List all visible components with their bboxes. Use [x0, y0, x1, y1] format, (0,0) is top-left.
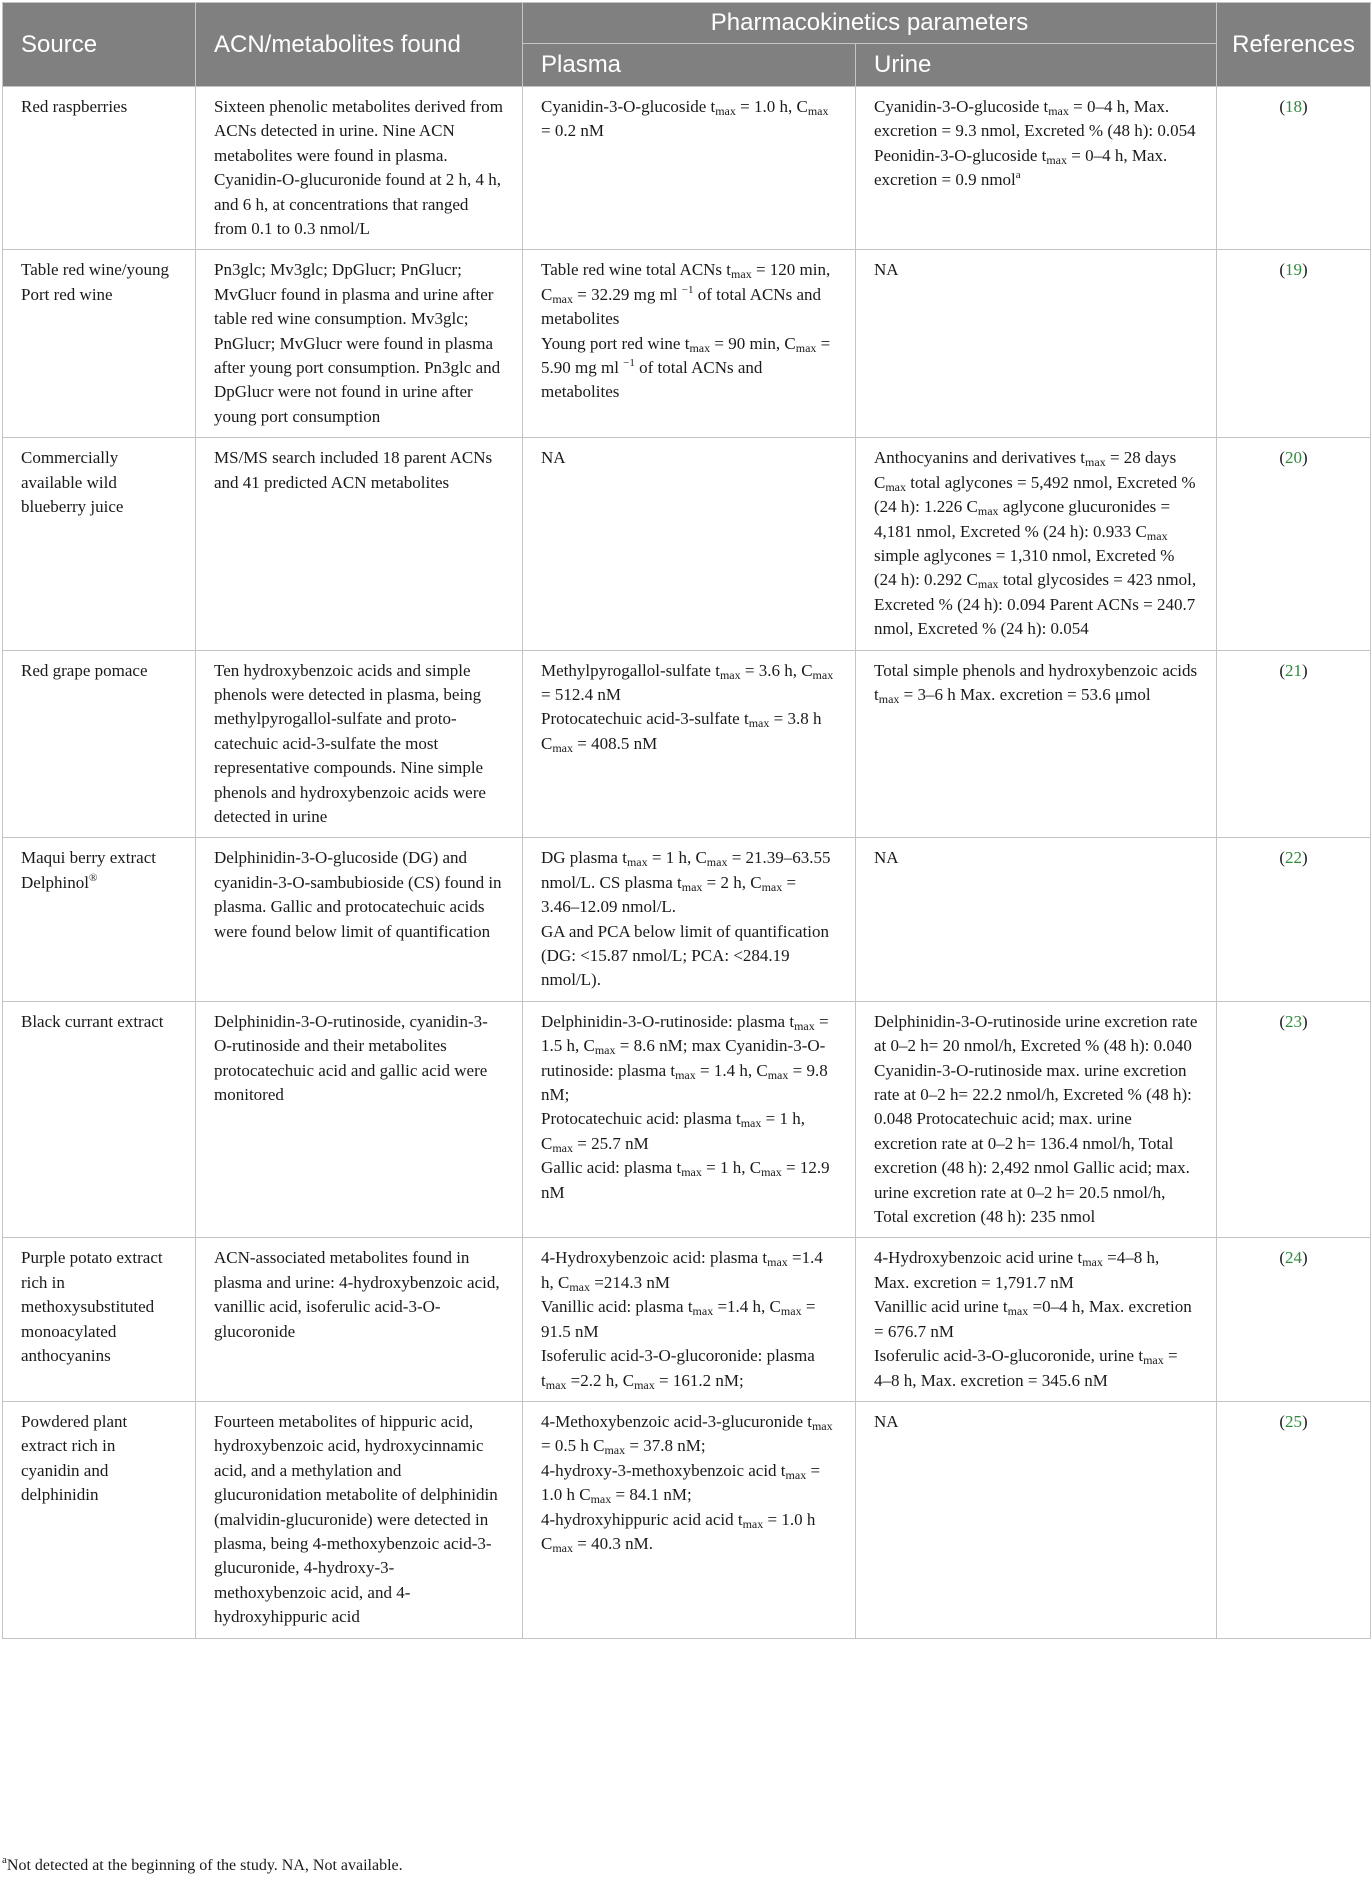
metabolites-cell: Fourteen metabolites of hippuric acid, hydroxybenzoic acid, hydroxycinnamic acid, and a methylation and glucuronidation metabolite of delphinidin (malvidin-glucuronide) were detected in plasma, being 4-methoxybenzoic acid-3-glucuronide, 4-hydroxy-3-methoxybenzoic acid, and 4-hydroxyhippuric acid — [196, 1401, 523, 1638]
table-row — [3, 438, 1371, 650]
reference-cell: (21) — [1217, 650, 1371, 838]
source-cell: Black currant extract — [3, 1001, 196, 1238]
reference-link[interactable]: 21 — [1285, 660, 1302, 680]
header-source: Source — [3, 3, 196, 87]
urine-cell: NA — [856, 838, 1217, 1001]
footnote-marker: a — [2, 1854, 7, 1866]
header-row — [3, 3, 1371, 44]
metabolites-cell: ACN-associated metabolites found in plasma and urine: 4-hydroxybenzoic acid, vanillic acid, isoferulic acid-3-O-glucoronide — [196, 1238, 523, 1401]
source-cell: Powdered plant extract rich in cyanidin and delphinidin — [3, 1401, 196, 1638]
source-cell: Red grape pomace — [3, 650, 196, 838]
reference-link[interactable]: 19 — [1285, 260, 1302, 280]
source-cell: Purple potato extract rich in methoxysubstituted monoacylated anthocyanins — [3, 1238, 196, 1401]
header-metabolites: ACN/metabolites found — [196, 3, 523, 87]
plasma-cell: Methylpyrogallol-sulfate $t_{max} = 3.6$ h, $C_{max} = 512.4$ nM Protocatechuic acid-3-sulfate $t_{max} = 3.8$ h $C_{max} = 408.5$ nM — [523, 650, 856, 838]
source-cell: Maqui berry extract Delphinol® — [3, 838, 196, 1001]
reference-cell: (23) — [1217, 1001, 1371, 1238]
table-row — [3, 1401, 1371, 1638]
header-plasma: Plasma — [523, 44, 856, 87]
metabolites-cell: Sixteen phenolic metabolites derived from ACNs detected in urine. Nine ACN metabolites were found in plasma. Cyanidin-O-glucuronide found at 2 h, 4 h, and 6 h, at concentrations that ranged from 0.1 to 0.3 nmol/L — [196, 87, 523, 250]
header-references: References — [1217, 3, 1371, 87]
header-pk-parameters: Pharmacokinetics parameters — [523, 3, 1217, 44]
table-row — [3, 650, 1371, 838]
urine-cell: Total simple phenols and hydroxybenzoic acids $t_{max} = 3-6$ h Max. excretion = 53.6 μmol — [856, 650, 1217, 838]
plasma-cell: NA — [523, 438, 856, 650]
reference-cell: (22) — [1217, 838, 1371, 1001]
reference-cell: (19) — [1217, 250, 1371, 438]
metabolites-cell: Delphinidin-3-O-glucoside (DG) and cyanidin-3-O-sambubioside (CS) found in plasma. Gallic and protocatechuic acids were found below limit of quantification — [196, 838, 523, 1001]
table-row — [3, 1001, 1371, 1238]
footnote — [2, 1854, 403, 1875]
reference-cell: (18) — [1217, 87, 1371, 250]
reference-link[interactable]: 20 — [1285, 448, 1302, 468]
table-row — [3, 1238, 1371, 1401]
reference-link[interactable]: 23 — [1285, 1011, 1302, 1031]
table-body — [3, 87, 1371, 1639]
reference-cell: (20) — [1217, 438, 1371, 650]
metabolites-cell: Ten hydroxybenzoic acids and simple phenols were detected in plasma, being methylpyrogallol-sulfate and proto-catechuic acid-3-sulfate the most representative compounds. Nine simple phenols and hydroxybenzoic acids were detected in urine — [196, 650, 523, 838]
urine-cell: Delphinidin-3-O-rutinoside urine excretion rate at 0–2 h= 20 nmol/h, Excreted % (48 h): 0.040 Cyanidin-3-O-rutinoside max. urine excretion rate at 0–2 h= 22.2 nmol/h, Excreted % (48 h): 0.048 Protocatechuic acid; max. urine excretion rate at 0–2 h= 136.4 nmol/h, Total excretion (48 h): 2,492 nmol Gallic acid; max. urine excretion rate at 0–2 h= 20.5 nmol/h, Total excretion (48 h): 235 nmol — [856, 1001, 1217, 1238]
reference-cell: (25) — [1217, 1401, 1371, 1638]
source-cell: Commercially available wild blueberry juice — [3, 438, 196, 650]
footnote-text: Not detected at the beginning of the study. NA, Not available. — [6, 1857, 403, 1874]
plasma-cell: Table red wine total ACNs $t_{max} = 120$ min, $C_{max} = 32.29$ mg ml $^{-1}$ of total ACNs and metabolites Young port red wine $t_{max} = 90$ min, $C_{max} = 5.90$ mg ml $^{-1}$ of total ACNs and metabolites — [523, 250, 856, 438]
metabolites-cell: Delphinidin-3-O-rutinoside, cyanidin-3-O-rutinoside and their metabolites protocatechuic acid and gallic acid were monitored — [196, 1001, 523, 1238]
header-urine: Urine — [856, 44, 1217, 87]
metabolites-cell: Pn3glc; Mv3glc; DpGlucr; PnGlucr; MvGlucr found in plasma and urine after table red wine consumption. Mv3glc; PnGlucr; MvGlucr were found in plasma after young port consumption. Pn3glc and DpGlucr were not found in urine after young port consumption — [196, 250, 523, 438]
reference-link[interactable]: 22 — [1285, 848, 1302, 868]
urine-cell: Cyanidin-3-O-glucoside $t_{max} = 0-4$ h, Max. excretion = 9.3 nmol, Excreted % (48 h): 0.054 Peonidin-3-O-glucoside $t_{max} = 0-4$ h, Max. excretion = 0.9 nmol$^a$ — [856, 87, 1217, 250]
metabolites-cell: MS/MS search included 18 parent ACNs and 41 predicted ACN metabolites — [196, 438, 523, 650]
table-row — [3, 838, 1371, 1001]
pharmacokinetics-table — [2, 2, 1371, 1639]
plasma-cell: Cyanidin-3-O-glucoside $t_{max} = 1.0$ h, $C_{max} = 0.2$ nM — [523, 87, 856, 250]
urine-cell: NA — [856, 1401, 1217, 1638]
reference-link[interactable]: 18 — [1285, 97, 1302, 116]
plasma-cell: 4-Hydroxybenzoic acid: plasma $t_{max} =1.4$ h, $C_{max} =214.3$ nM Vanillic acid: plasma $t_{max} =1.4$ h, $C_{max} = 91.5$ nM Isoferulic acid-3-O-glucoronide: plasma $t_{max} =2.2$ h, $C_{max} = 161.2$ nM; — [523, 1238, 856, 1401]
source-cell: Table red wine/young Port red wine — [3, 250, 196, 438]
reference-link[interactable]: 24 — [1285, 1248, 1302, 1268]
urine-cell: NA — [856, 250, 1217, 438]
urine-cell: 4-Hydroxybenzoic acid urine $t_{max} =4-8$ h, Max. excretion = 1,791.7 nM Vanillic acid urine $t_{max} =0-4$ h, Max. excretion = 676.7 nM Isoferulic acid-3-O-glucoronide, urine $t_{max} = 4-8$ h, Max. excretion = 345.6 nM — [856, 1238, 1217, 1401]
reference-cell: (24) — [1217, 1238, 1371, 1401]
table-row — [3, 250, 1371, 438]
plasma-cell: 4-Methoxybenzoic acid-3-glucuronide $t_{max} = 0.5$ h $C_{max} = 37.8$ nM; 4-hydroxy-3-methoxybenzoic acid $t_{max} = 1.0$ h $C_{max} = 84.1$ nM; 4-hydroxyhippuric acid acid $t_{max} = 1.0$ h $C_{max} = 40.3$ nM. — [523, 1401, 856, 1638]
reference-link[interactable]: 25 — [1285, 1411, 1302, 1431]
source-cell: Red raspberries — [3, 87, 196, 250]
table-row — [3, 87, 1371, 250]
plasma-cell: Delphinidin-3-O-rutinoside: plasma $t_{max} = 1.5$ h, $C_{max} = 8.6$ nM; max Cyanidin-3-O-rutinoside: plasma $t_{max} = 1.4$ h, $C_{max} = 9.8$ nM; Protocatechuic acid: plasma $t_{max} = 1$ h, $C_{max} = 25.7$ nM Gallic acid: plasma $t_{max} = 1$ h, $C_{max} = 12.9$ nM — [523, 1001, 856, 1238]
urine-cell: Anthocyanins and derivatives $t_{max} = 28$ days $C_{max}$ total aglycones = 5,492 nmol, Excreted % (24 h): 1.226 $C_{max}$ aglycone glucuronides = 4,181 nmol, Excreted % (24 h): 0.933 $C_{max}$ simple aglycones = 1,310 nmol, Excreted % (24 h): 0.292 $C_{max}$ total glycosides = 423 nmol, Excreted % (24 h): 0.094 Parent ACNs = 240.7 nmol, Excreted % (24 h): 0.054 — [856, 438, 1217, 650]
plasma-cell: DG plasma $t_{max} = 1$ h, $C_{max} = 21.39-63.55$ nmol/L. CS plasma $t_{max} = 2$ h, $C_{max} = 3.46-12.09$ nmol/L. GA and PCA below limit of quantification (DG: <15.87 nmol/L; PCA: <284.19 nmol/L). — [523, 838, 856, 1001]
